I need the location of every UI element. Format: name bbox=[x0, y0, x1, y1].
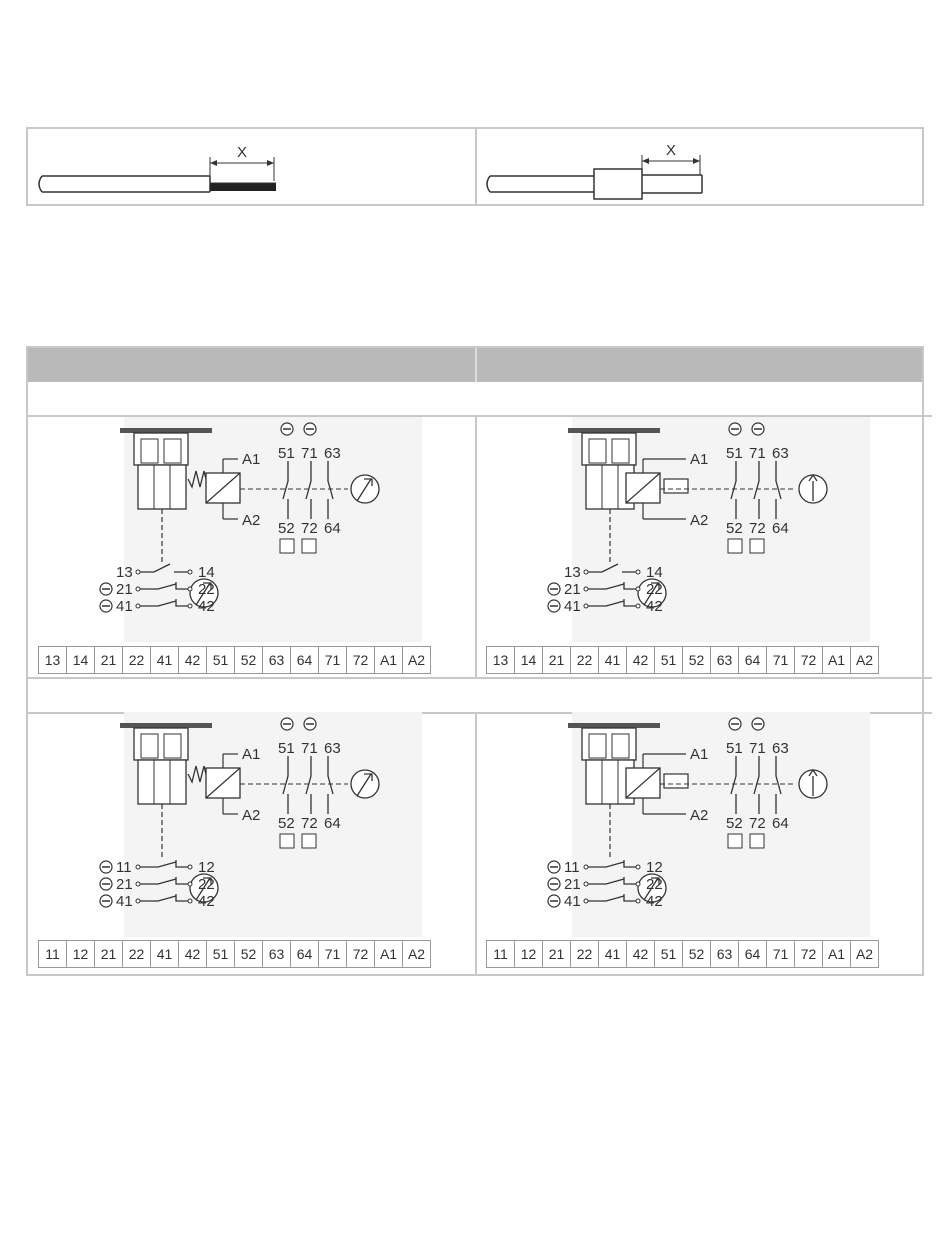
plunger bbox=[664, 774, 688, 788]
monitoring-circle-icon bbox=[304, 718, 316, 730]
terminal-cell: 63 bbox=[711, 647, 739, 673]
switch-contact-label: 22 bbox=[646, 876, 663, 893]
contact-terminal bbox=[136, 882, 140, 886]
switch-contact-label: 41 bbox=[116, 598, 133, 615]
terminal-cell: 63 bbox=[263, 941, 291, 967]
switch-contact-label: 14 bbox=[646, 564, 663, 581]
aux-contact-label: 71 bbox=[749, 740, 766, 757]
switch-body bbox=[138, 760, 186, 804]
switch-contact-label: 11 bbox=[116, 859, 132, 876]
contact-terminal bbox=[584, 604, 588, 608]
terminal-cell: 41 bbox=[151, 941, 179, 967]
monitoring-circle-icon bbox=[548, 861, 560, 873]
mounting-plate bbox=[568, 723, 660, 728]
aux-contact-label: 64 bbox=[324, 815, 341, 832]
contact-terminal bbox=[136, 865, 140, 869]
coil-terminal-a2: A2 bbox=[690, 807, 709, 824]
terminal-cell: 13 bbox=[39, 647, 67, 673]
aux-contact-label: 51 bbox=[726, 445, 743, 462]
aux-contact-label: 63 bbox=[324, 740, 341, 757]
contact-terminal bbox=[636, 865, 640, 869]
terminal-cell: 71 bbox=[319, 647, 347, 673]
terminal-cell: 52 bbox=[235, 647, 263, 673]
contact-terminal bbox=[636, 587, 640, 591]
contact-terminal bbox=[188, 882, 192, 886]
terminal-cell: 51 bbox=[655, 647, 683, 673]
switch-contact-label: 22 bbox=[198, 876, 215, 893]
coil-terminal-a1: A1 bbox=[690, 451, 709, 468]
aux-contact-label: 63 bbox=[324, 445, 341, 462]
aux-contact-label: 72 bbox=[749, 520, 766, 537]
terminal-cell: 42 bbox=[179, 647, 207, 673]
monitoring-circle-icon bbox=[100, 861, 112, 873]
switch-contact-label: 11 bbox=[564, 859, 580, 876]
contact-terminal bbox=[136, 587, 140, 591]
monitoring-circle-icon bbox=[281, 718, 293, 730]
terminal-cell: 14 bbox=[515, 647, 543, 673]
terminal-cell: A1 bbox=[375, 941, 403, 967]
terminal-cell: A1 bbox=[823, 941, 851, 967]
aux-contact-label: 51 bbox=[726, 740, 743, 757]
terminal-cell: 42 bbox=[627, 941, 655, 967]
aux-contact-label: 51 bbox=[278, 740, 295, 757]
bare-wire-drawing bbox=[28, 129, 474, 204]
aux-contact-label: 64 bbox=[772, 520, 789, 537]
terminal-cell: 72 bbox=[795, 647, 823, 673]
coil-terminal-a1: A1 bbox=[690, 746, 709, 763]
terminal-cell: 11 bbox=[487, 941, 515, 967]
coil-terminal-a2: A2 bbox=[242, 807, 261, 824]
aux-contact-label: 63 bbox=[772, 740, 789, 757]
monitoring-circle-icon bbox=[752, 423, 764, 435]
terminal-cell: 22 bbox=[571, 941, 599, 967]
monitoring-circle-icon bbox=[281, 423, 293, 435]
contact-terminal bbox=[188, 570, 192, 574]
aux-contact-label: 52 bbox=[726, 815, 743, 832]
ferrule-sleeve bbox=[594, 169, 642, 199]
ferrule-wire-drawing bbox=[476, 129, 922, 204]
contact-terminal bbox=[636, 899, 640, 903]
terminal-cell: 12 bbox=[515, 941, 543, 967]
terminal-strip-1 bbox=[38, 646, 431, 674]
terminal-cell: A1 bbox=[823, 647, 851, 673]
switch-contact-label: 42 bbox=[198, 893, 215, 910]
wiring-diagram-3 bbox=[28, 712, 474, 937]
switch-contact-label: 21 bbox=[564, 876, 581, 893]
terminal-cell: 42 bbox=[179, 941, 207, 967]
symbol-box-icon bbox=[750, 539, 764, 553]
terminal-cell: 71 bbox=[767, 647, 795, 673]
monitoring-circle-icon bbox=[548, 583, 560, 595]
switch-contact-label: 12 bbox=[646, 859, 663, 876]
aux-contact-label: 52 bbox=[278, 815, 295, 832]
switch-contact-label: 42 bbox=[646, 598, 663, 615]
switch-contact-label: 13 bbox=[564, 564, 581, 581]
contact-terminal bbox=[584, 899, 588, 903]
monitoring-circle-icon bbox=[729, 718, 741, 730]
terminal-cell: 63 bbox=[263, 647, 291, 673]
aux-contact-label: 72 bbox=[749, 815, 766, 832]
contact-terminal bbox=[584, 882, 588, 886]
contact-terminal bbox=[636, 882, 640, 886]
terminal-cell: 72 bbox=[347, 647, 375, 673]
terminal-cell: 21 bbox=[95, 647, 123, 673]
terminal-cell: A2 bbox=[855, 652, 874, 668]
contact-terminal bbox=[136, 570, 140, 574]
aux-contact-label: 64 bbox=[324, 520, 341, 537]
header-divider bbox=[475, 348, 477, 382]
aux-contact-label: 71 bbox=[301, 445, 318, 462]
switch-contact-label: 22 bbox=[646, 581, 663, 598]
contact-terminal bbox=[188, 865, 192, 869]
row-title-2 bbox=[28, 677, 932, 714]
monitoring-circle-icon bbox=[100, 583, 112, 595]
row-title-1 bbox=[28, 382, 932, 417]
switch-contact-label: 21 bbox=[116, 876, 133, 893]
terminal-cell: 64 bbox=[739, 941, 767, 967]
switch-contact-label: 41 bbox=[564, 893, 581, 910]
terminal-cell: 11 bbox=[39, 941, 67, 967]
contact-terminal bbox=[136, 899, 140, 903]
symbol-box-icon bbox=[280, 834, 294, 848]
terminal-cell: 64 bbox=[739, 647, 767, 673]
switch-contact-label: 42 bbox=[198, 598, 215, 615]
switch-head bbox=[582, 728, 636, 760]
terminal-cell: A2 bbox=[407, 946, 426, 962]
aux-contact-label: 63 bbox=[772, 445, 789, 462]
terminal-cell: 12 bbox=[67, 941, 95, 967]
terminal-cell: 41 bbox=[151, 647, 179, 673]
switch-contact-label: 22 bbox=[198, 581, 215, 598]
contact-terminal bbox=[136, 604, 140, 608]
switch-head bbox=[582, 433, 636, 465]
symbol-box-icon bbox=[728, 539, 742, 553]
switch-contact-label: 21 bbox=[564, 581, 581, 598]
terminal-cell: A1 bbox=[375, 647, 403, 673]
plunger bbox=[664, 479, 688, 493]
terminal-cell: 21 bbox=[543, 647, 571, 673]
stripped-conductor bbox=[210, 183, 276, 191]
aux-contact-label: 72 bbox=[301, 520, 318, 537]
aux-contact-label: 51 bbox=[278, 445, 295, 462]
terminal-cell: 52 bbox=[683, 647, 711, 673]
terminal-cell: 22 bbox=[123, 941, 151, 967]
terminal-cell: 22 bbox=[571, 647, 599, 673]
monitoring-circle-icon bbox=[548, 600, 560, 612]
wiring-diagram-1 bbox=[28, 417, 474, 642]
monitoring-circle-icon bbox=[548, 895, 560, 907]
aux-contact-label: 72 bbox=[301, 815, 318, 832]
terminal-cell: 51 bbox=[207, 647, 235, 673]
terminal-strip-4 bbox=[486, 940, 879, 968]
switch-contact-label: 21 bbox=[116, 581, 133, 598]
switch-contact-label: 42 bbox=[646, 893, 663, 910]
symbol-box-icon bbox=[280, 539, 294, 553]
terminal-cell: 71 bbox=[767, 941, 795, 967]
terminal-cell: 41 bbox=[599, 647, 627, 673]
coil-terminal-a2: A2 bbox=[242, 512, 261, 529]
terminal-strip-3 bbox=[38, 940, 431, 968]
coil-terminal-a1: A1 bbox=[242, 451, 261, 468]
contact-terminal bbox=[636, 604, 640, 608]
switch-contact-label: 12 bbox=[198, 859, 215, 876]
switch-body bbox=[138, 465, 186, 509]
table-header-row bbox=[28, 348, 922, 382]
contact-terminal bbox=[584, 587, 588, 591]
switch-head bbox=[134, 728, 188, 760]
terminal-cell: 21 bbox=[543, 941, 571, 967]
terminal-cell: 22 bbox=[123, 647, 151, 673]
monitoring-circle-icon bbox=[100, 895, 112, 907]
terminal-cell: 14 bbox=[67, 647, 95, 673]
mounting-plate bbox=[120, 428, 212, 433]
terminal-cell: 42 bbox=[627, 647, 655, 673]
terminal-cell: 72 bbox=[347, 941, 375, 967]
switch-head bbox=[134, 433, 188, 465]
contact-terminal bbox=[636, 570, 640, 574]
contact-terminal bbox=[188, 899, 192, 903]
switch-contact-label: 41 bbox=[116, 893, 133, 910]
contact-terminal bbox=[188, 604, 192, 608]
contact-terminal bbox=[584, 570, 588, 574]
terminal-cell: 64 bbox=[291, 647, 319, 673]
terminal-cell: 72 bbox=[795, 941, 823, 967]
terminal-cell: 13 bbox=[487, 647, 515, 673]
coil-terminal-a1: A1 bbox=[242, 746, 261, 763]
terminal-cell: A2 bbox=[407, 652, 426, 668]
terminal-cell: 51 bbox=[207, 941, 235, 967]
symbol-box-icon bbox=[302, 539, 316, 553]
terminal-strip-2 bbox=[486, 646, 879, 674]
monitoring-circle-icon bbox=[729, 423, 741, 435]
wiring-diagram-4 bbox=[476, 712, 922, 937]
monitoring-circle-icon bbox=[304, 423, 316, 435]
monitoring-circle-icon bbox=[548, 878, 560, 890]
switch-contact-label: 41 bbox=[564, 598, 581, 615]
terminal-cell: 21 bbox=[95, 941, 123, 967]
aux-contact-label: 71 bbox=[749, 445, 766, 462]
aux-contact-label: 52 bbox=[726, 520, 743, 537]
terminal-cell: 63 bbox=[711, 941, 739, 967]
wiring-diagram-2 bbox=[476, 417, 922, 642]
monitoring-circle-icon bbox=[100, 878, 112, 890]
switch-contact-label: 14 bbox=[198, 564, 215, 581]
strip-length-label: X bbox=[236, 144, 248, 161]
terminal-cell: 41 bbox=[599, 941, 627, 967]
aux-contact-label: 64 bbox=[772, 815, 789, 832]
contact-terminal bbox=[584, 865, 588, 869]
symbol-box-icon bbox=[728, 834, 742, 848]
switch-contact-label: 13 bbox=[116, 564, 133, 581]
symbol-box-icon bbox=[750, 834, 764, 848]
terminal-cell: 64 bbox=[291, 941, 319, 967]
strip-length-label: X bbox=[665, 142, 677, 159]
terminal-cell: 71 bbox=[319, 941, 347, 967]
terminal-cell: A2 bbox=[855, 946, 874, 962]
coil-terminal-a2: A2 bbox=[690, 512, 709, 529]
mounting-plate bbox=[120, 723, 212, 728]
aux-contact-label: 71 bbox=[301, 740, 318, 757]
symbol-box-icon bbox=[302, 834, 316, 848]
monitoring-circle-icon bbox=[752, 718, 764, 730]
monitoring-circle-icon bbox=[100, 600, 112, 612]
contact-terminal bbox=[188, 587, 192, 591]
aux-contact-label: 52 bbox=[278, 520, 295, 537]
terminal-cell: 52 bbox=[683, 941, 711, 967]
mounting-plate bbox=[568, 428, 660, 433]
terminal-cell: 52 bbox=[235, 941, 263, 967]
terminal-cell: 51 bbox=[655, 941, 683, 967]
